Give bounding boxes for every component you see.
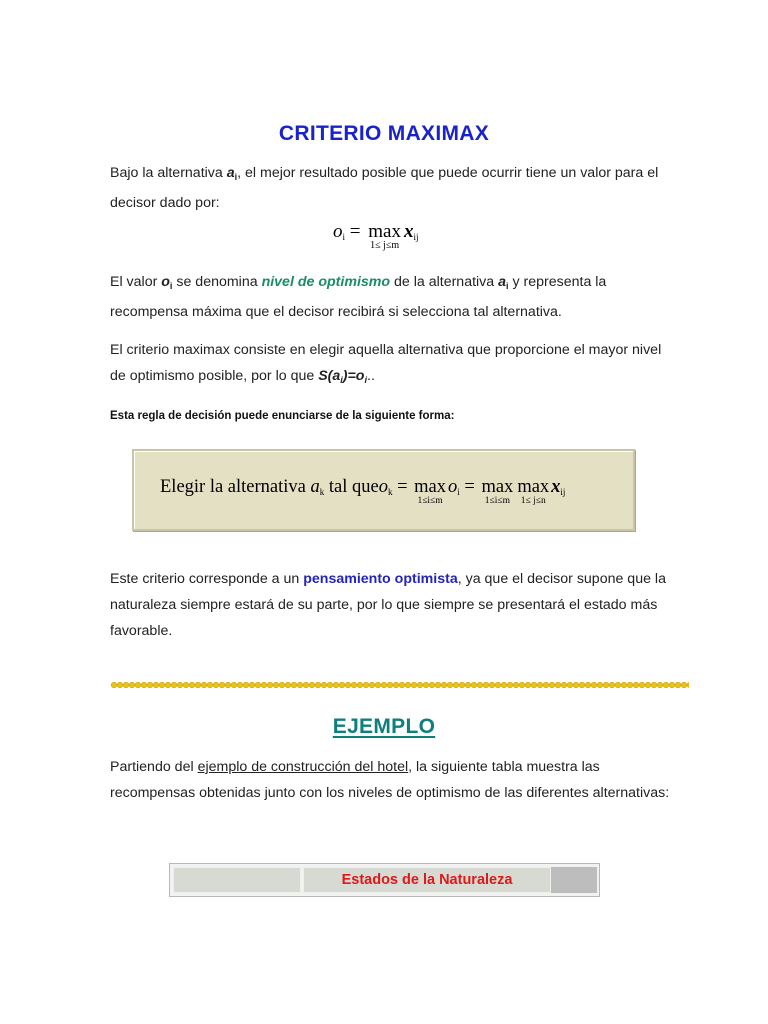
formula-lhs: o [333,221,343,242]
table-header-empty-cell [173,867,301,893]
text: .. [367,368,375,384]
expr: S(a [318,368,341,384]
max-operator [414,477,446,506]
text: Bajo la alternativa [110,165,227,181]
decision-rule-formula [160,477,565,506]
text: de la alternativa [390,274,499,290]
max-operator [481,477,513,506]
highlight-pensamiento-optimista: pensamiento optimista [303,571,458,587]
formula-optimism [333,221,418,251]
text: El valor [110,274,162,290]
hotel-example-link[interactable]: ejemplo de construcción del hotel [197,759,409,775]
expr: )=o [342,368,365,384]
page-title: CRITERIO MAXIMAX [278,122,490,145]
max-limit: 1≤ j≤m [370,240,400,251]
formula-ak: a [310,477,320,497]
formula-text: tal que [328,477,379,497]
optimism-paragraph [110,269,670,325]
max-label: max [517,477,550,497]
example-title: EJEMPLO [332,715,436,738]
subscript: k [319,487,325,497]
max-limit: 1≤i≤m [417,496,443,506]
max-label: max [414,477,446,497]
max-operator [517,477,549,506]
formula-var-sub: ij [413,232,419,242]
formula-oi: o [448,477,458,497]
criterion-paragraph [110,337,670,393]
max-limit: 1≤i≤m [484,496,510,506]
payoff-table [169,863,600,897]
subscript: i [506,281,509,291]
subscript: ij [560,487,566,497]
subscript: k [387,487,393,497]
max-limit: 1≤ j≤n [520,496,546,506]
text: y representa la recompensa máxima que el decisor recibirá si selecciona tal alternativa. [110,274,607,320]
rule-caption: Esta regla de decisión puede enunciarse de la siguiente forma: [110,410,455,422]
max-label: max [481,477,514,497]
example-paragraph [110,754,670,806]
text: Partiendo del [110,759,198,775]
highlight-nivel-optimismo: nivel de optimismo [261,274,391,290]
text: , la siguiente tabla muestra las recompensas obtenidas junto con los niveles de optimismo de las diferentes alternativas: [110,759,670,801]
formula-x: x [551,477,561,497]
formula-var: x [403,221,414,242]
text: , ya que el decisor supone que la naturaleza siempre estará de su parte, por lo que siempre se presentará el estado más favorable. [110,571,666,639]
equals-sign: = [464,477,475,497]
table-header-gray-cell [551,867,597,893]
symbol-a: a [226,165,235,181]
formula-lhs-sub: i [342,232,346,242]
text: , el mejor resultado posible que puede ocurrir tiene un valor para el decisor dado por: [110,165,659,211]
table-header-states: Estados de la Naturaleza [303,867,551,893]
subscript: i [169,281,173,291]
equals-sign: = [397,477,408,497]
subscript: i [457,487,460,497]
subscript: i [234,172,238,182]
equals-sign: = [349,221,361,242]
symbol-a: a [498,274,507,290]
dotted-divider [111,681,689,689]
intro-paragraph [110,160,670,216]
text: El criterio maximax consiste en elegir aquella alternativa que proporcione el mayor nivel de optimismo posible, por lo que [110,342,662,384]
subscript: i [340,375,343,385]
optimist-paragraph [110,566,670,644]
formula-ok: o [378,477,388,497]
decision-rule-box [132,449,635,531]
max-label: max [368,221,401,242]
max-operator [368,221,401,251]
text: Este criterio corresponde a un [110,571,304,587]
subscript: i [364,375,367,385]
formula-text: Elegir la alternativa [160,477,306,497]
text: se denomina [172,274,262,290]
symbol-o: o [161,274,170,290]
